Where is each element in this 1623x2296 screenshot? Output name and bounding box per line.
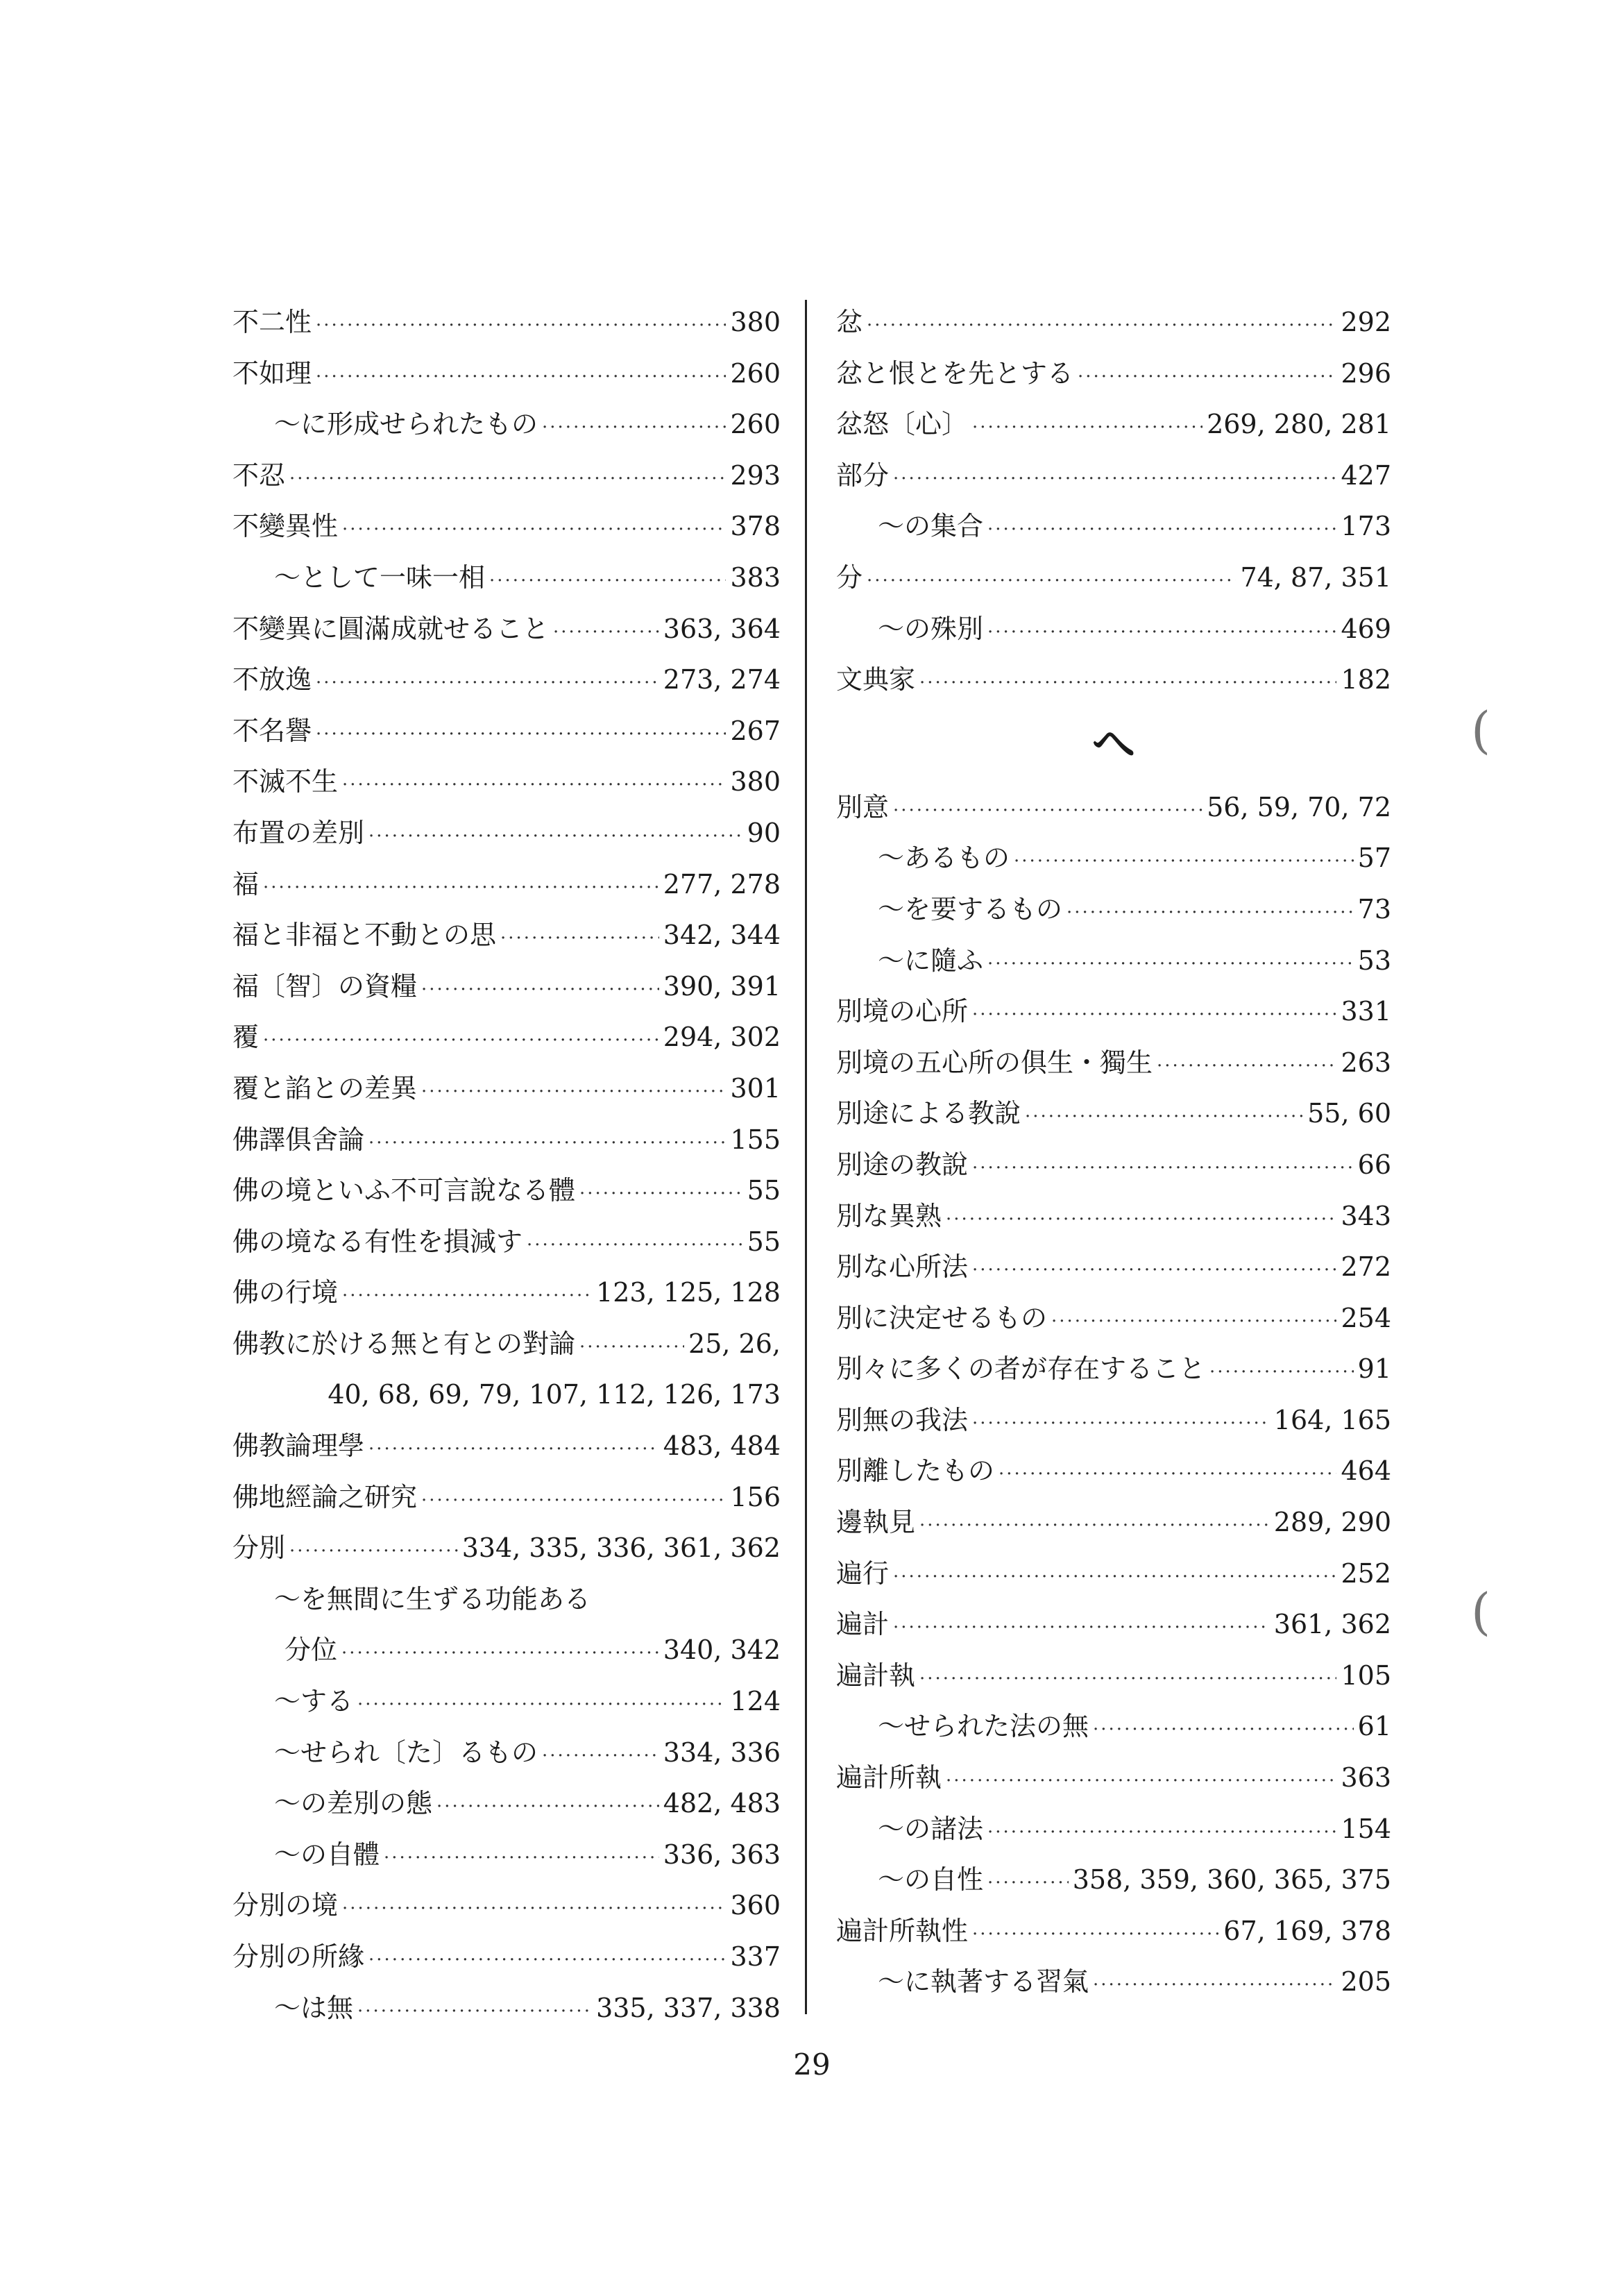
leader-dots <box>946 1195 1336 1246</box>
entry-term: 〜に執著する習氣 <box>878 1966 1089 1998</box>
entry-page-refs: 296 <box>1341 357 1391 389</box>
entry-page-refs: 277, 278 <box>663 868 781 900</box>
entry-term: 別無の我法 <box>836 1404 969 1435</box>
entry-term: 福〔智〕の資糧 <box>232 970 418 1002</box>
entry-term: 福 <box>232 868 260 900</box>
left-index-column <box>232 297 781 2034</box>
leader-dots <box>972 990 1336 1041</box>
leader-dots <box>893 1603 1270 1654</box>
entry-page-refs: 205 <box>1341 1966 1391 1998</box>
index-subentry <box>836 1957 1391 2008</box>
entry-page-refs: 73 <box>1357 893 1391 925</box>
entry-term: 覆 <box>232 1022 260 1053</box>
leader-dots <box>972 403 1203 454</box>
entry-page-refs: 482, 483 <box>663 1788 781 1819</box>
entry-page-refs: 301 <box>730 1072 781 1104</box>
leader-dots <box>867 301 1336 352</box>
entry-term: 不如理 <box>232 357 312 389</box>
index-entry <box>232 706 781 757</box>
leader-dots <box>1051 1297 1336 1348</box>
entry-term: 佛の境なる有性を損減す <box>232 1226 523 1257</box>
index-entry <box>836 348 1391 400</box>
entry-term: 別々に多くの者が存在すること <box>836 1353 1206 1385</box>
index-entry <box>836 1088 1391 1140</box>
entry-term: 〜を無間に生ずる功能ある <box>274 1583 591 1614</box>
leader-dots <box>972 1245 1336 1297</box>
entry-page-refs: 154 <box>1341 1813 1391 1844</box>
entry-term: 分 <box>836 562 863 593</box>
entry-page-refs: 294, 302 <box>663 1022 781 1053</box>
leader-dots <box>553 607 659 659</box>
entry-page-refs: 380 <box>730 766 781 797</box>
leader-dots <box>421 1476 726 1527</box>
leader-dots <box>893 786 1203 837</box>
entry-term: 佛地經論之研究 <box>232 1481 418 1512</box>
leader-dots <box>972 1143 1354 1195</box>
entry-term: 〜あるもの <box>878 843 1010 874</box>
index-entry <box>836 1242 1391 1293</box>
leader-dots <box>263 1015 659 1067</box>
entry-page-refs: 90 <box>747 817 781 848</box>
leader-dots <box>316 709 726 761</box>
entry-page-refs: 337 <box>730 1941 781 1972</box>
leader-dots <box>987 607 1336 659</box>
entry-page-refs: 123, 125, 128 <box>596 1277 781 1308</box>
entry-page-refs: 378 <box>730 511 781 542</box>
index-entry <box>232 348 781 400</box>
index-subentry <box>836 884 1391 936</box>
entry-term: 分別の所緣 <box>232 1941 365 1972</box>
leader-dots <box>357 1680 726 1731</box>
leader-dots <box>987 1858 1069 1909</box>
entry-page-refs: 252 <box>1341 1558 1391 1589</box>
leader-dots <box>1078 352 1336 403</box>
index-subentry <box>232 1625 781 1676</box>
entry-page-refs: 155 <box>730 1124 781 1155</box>
entry-term: 〜を要するもの <box>878 893 1063 925</box>
entry-term: 別境の心所 <box>836 996 969 1027</box>
right-entries-bottom <box>836 782 1391 2008</box>
index-entry <box>836 1293 1391 1344</box>
entry-term: 忿怒〔心〕 <box>836 409 969 440</box>
entry-term: 忿 <box>836 307 863 337</box>
leader-dots <box>542 403 726 454</box>
entry-page-refs: 263 <box>1341 1047 1391 1078</box>
margin-mark: ( <box>1471 701 1491 759</box>
leader-dots <box>500 913 659 965</box>
leader-dots <box>972 1909 1219 1961</box>
entry-page-refs: 273, 274 <box>663 664 781 695</box>
index-entry <box>232 1523 781 1574</box>
index-subentry <box>836 833 1391 884</box>
leader-dots <box>987 939 1354 990</box>
entry-term: 遍計執 <box>836 1660 916 1691</box>
entry-page-refs: 361, 362 <box>1273 1609 1391 1640</box>
leader-dots <box>342 1884 726 1935</box>
leader-dots <box>1209 1347 1354 1399</box>
leader-dots <box>316 301 726 352</box>
entry-term: 別途による教說 <box>836 1098 1021 1129</box>
index-entry <box>836 986 1391 1038</box>
index-entry <box>232 1012 781 1063</box>
leader-dots <box>919 1501 1270 1552</box>
leader-dots <box>1067 888 1354 939</box>
leader-dots <box>542 1731 659 1782</box>
index-entry <box>232 1165 781 1217</box>
index-entry <box>232 604 781 655</box>
entry-term: 分位 <box>284 1635 338 1666</box>
leader-dots <box>357 1986 592 2038</box>
margin-mark: ( <box>1471 1582 1491 1641</box>
entry-page-refs: 380 <box>730 307 781 337</box>
leader-dots <box>342 1271 592 1322</box>
leader-dots <box>1093 1960 1336 2011</box>
index-subentry <box>232 1574 781 1626</box>
leader-dots <box>368 811 743 863</box>
leader-dots <box>1025 1092 1303 1143</box>
entry-term: 別な心所法 <box>836 1251 969 1283</box>
entry-page-refs: 53 <box>1357 945 1391 976</box>
entry-page-refs: 74, 87, 351 <box>1240 562 1391 593</box>
entry-term: 遍行 <box>836 1558 890 1589</box>
entry-page-refs: 363 <box>1341 1762 1391 1793</box>
index-entry <box>232 1880 781 1932</box>
entry-page-refs: 182 <box>1341 664 1391 695</box>
index-entry <box>836 1753 1391 1804</box>
right-index-column <box>836 297 1391 2008</box>
entry-term: 別な異熟 <box>836 1200 942 1231</box>
entry-term: 遍計 <box>836 1609 890 1640</box>
entry-term: 〜せられ〔た〕るもの <box>274 1737 538 1768</box>
leader-dots <box>368 1935 726 1986</box>
index-entry <box>232 1115 781 1166</box>
entry-page-refs: 173 <box>1341 511 1391 542</box>
entry-term: 別境の五心所の俱生・獨生 <box>836 1047 1153 1078</box>
entry-term: 〜に隨ふ <box>878 945 984 976</box>
leader-dots <box>263 863 659 914</box>
entry-page-refs: 358, 359, 360, 365, 375 <box>1072 1864 1391 1896</box>
index-subentry <box>232 552 781 604</box>
leader-dots <box>999 1449 1336 1501</box>
leader-dots <box>368 1118 726 1170</box>
entry-page-refs: 343 <box>1341 1200 1391 1231</box>
index-entry <box>232 1063 781 1115</box>
column-divider <box>805 300 807 2014</box>
index-subentry <box>232 399 781 450</box>
entry-term: 不名譽 <box>232 715 312 746</box>
index-subentry <box>836 1855 1391 1906</box>
index-entry <box>232 1421 781 1472</box>
kana-section-heading: へ <box>1091 718 1135 769</box>
entry-page-refs: 334, 336 <box>663 1737 781 1768</box>
entry-term: 不忍 <box>232 459 286 491</box>
leader-dots <box>316 352 726 403</box>
index-entry <box>836 450 1391 502</box>
entry-page-refs: 334, 335, 336, 361, 362 <box>461 1533 781 1564</box>
leader-dots <box>972 1399 1270 1450</box>
index-entry <box>232 1932 781 1983</box>
entry-page-refs: 267 <box>730 715 781 746</box>
entry-term: 分別の境 <box>232 1890 339 1921</box>
entry-page-refs: 25, 26, <box>688 1328 781 1359</box>
entry-page-refs: 57 <box>1357 843 1391 874</box>
entry-page-refs: 124 <box>730 1686 781 1717</box>
entry-page-refs: 383 <box>730 562 781 593</box>
entry-term: 〜として一味一相 <box>274 562 486 593</box>
entry-page-refs: 260 <box>730 409 781 440</box>
index-entry <box>232 1472 781 1523</box>
leader-dots <box>527 1220 743 1272</box>
entry-page-refs: 293 <box>730 459 781 491</box>
index-entry <box>836 1446 1391 1497</box>
index-subentry <box>836 936 1391 987</box>
index-subentry <box>232 1369 781 1421</box>
index-subentry <box>836 1804 1391 1855</box>
entry-page-refs: 67, 169, 378 <box>1223 1915 1391 1946</box>
leader-dots <box>341 1628 659 1680</box>
index-subentry <box>836 501 1391 552</box>
index-entry <box>836 782 1391 834</box>
index-entry <box>836 1548 1391 1600</box>
entry-page-refs: 336, 363 <box>663 1839 781 1870</box>
entry-page-refs: 55 <box>747 1175 781 1206</box>
entry-term: 〜の殊別 <box>878 613 984 644</box>
right-entries-top <box>836 297 1391 706</box>
index-entry <box>232 1217 781 1268</box>
leader-dots <box>289 454 726 505</box>
leader-dots <box>436 1782 659 1833</box>
leader-dots <box>421 965 659 1016</box>
entry-page-refs: 254 <box>1341 1302 1391 1333</box>
leader-dots <box>579 1322 684 1374</box>
index-entry <box>836 1651 1391 1702</box>
leader-dots <box>1014 836 1354 888</box>
entry-page-refs: 105 <box>1341 1660 1391 1691</box>
index-entry <box>836 1497 1391 1548</box>
entry-page-refs: 292 <box>1341 307 1391 337</box>
entry-term: 遍計所執 <box>836 1762 942 1793</box>
entry-page-refs: 156 <box>730 1481 781 1512</box>
entry-term: 福と非福と不動との思 <box>232 920 497 951</box>
leader-dots <box>893 1552 1336 1603</box>
leader-dots <box>919 1654 1336 1705</box>
entry-term: 布置の差別 <box>232 817 365 848</box>
entry-term: 覆と諂との差異 <box>232 1072 418 1104</box>
entry-term: 分別 <box>232 1533 286 1564</box>
entry-term: 別意 <box>836 791 890 822</box>
entry-page-refs: 427 <box>1341 459 1391 491</box>
entry-page-refs: 61 <box>1357 1711 1391 1742</box>
index-entry <box>836 399 1391 450</box>
index-entry <box>232 501 781 552</box>
index-entry <box>232 450 781 502</box>
index-subentry <box>836 1701 1391 1753</box>
leader-dots <box>368 1424 659 1476</box>
entry-term: 〜は無 <box>274 1992 354 2023</box>
entry-page-refs: 40, 68, 69, 79, 107, 112, 126, 173 <box>328 1379 781 1410</box>
entry-term: 〜せられた法の無 <box>878 1711 1089 1742</box>
index-subentry <box>232 1676 781 1728</box>
leader-dots <box>289 1526 458 1578</box>
index-subentry <box>232 1728 781 1779</box>
entry-term: 別途の教說 <box>836 1149 969 1180</box>
index-entry <box>836 1906 1391 1957</box>
page-number: 29 <box>793 2048 831 2082</box>
leader-dots <box>489 556 726 607</box>
index-subentry <box>232 1830 781 1881</box>
index-entry <box>836 1191 1391 1242</box>
leader-dots <box>421 1067 726 1118</box>
entry-term: 不放逸 <box>232 664 312 695</box>
index-entry <box>836 1395 1391 1446</box>
index-entry <box>836 552 1391 604</box>
entry-page-refs: 272 <box>1341 1251 1391 1283</box>
index-entry <box>836 1599 1391 1651</box>
entry-term: 佛の境といふ不可言說なる體 <box>232 1175 576 1206</box>
entry-term: 〜の差別の態 <box>274 1788 433 1819</box>
index-entry <box>232 859 781 911</box>
index-entry <box>836 655 1391 706</box>
index-entry <box>232 655 781 706</box>
index-entry <box>232 757 781 808</box>
entry-page-refs: 360 <box>730 1890 781 1921</box>
index-entry <box>232 961 781 1013</box>
entry-term: 佛の行境 <box>232 1277 339 1308</box>
leader-dots <box>893 454 1336 505</box>
entry-term: 不變異性 <box>232 511 339 542</box>
entry-page-refs: 66 <box>1357 1149 1391 1180</box>
index-entry <box>836 297 1391 348</box>
entry-term: 忿と恨とを先とする <box>836 357 1074 389</box>
entry-page-refs: 331 <box>1341 996 1391 1027</box>
entry-term: 不滅不生 <box>232 766 339 797</box>
entry-page-refs: 56, 59, 70, 72 <box>1207 791 1391 822</box>
entry-term: 文典家 <box>836 664 916 695</box>
entry-term: 邊執見 <box>836 1507 916 1538</box>
entry-page-refs: 55, 60 <box>1307 1098 1391 1129</box>
entry-term: 不變異に圓滿成就せること <box>232 613 550 644</box>
entry-term: 〜に形成せられたもの <box>274 409 538 440</box>
index-subentry <box>232 1778 781 1830</box>
entry-term: 〜する <box>274 1686 354 1717</box>
leader-dots <box>919 658 1336 709</box>
entry-page-refs: 363, 364 <box>663 613 781 644</box>
entry-term: 佛教に於ける無と有との對論 <box>232 1328 576 1359</box>
leader-dots <box>579 1169 743 1220</box>
index-entry <box>232 297 781 348</box>
leader-dots <box>867 556 1236 607</box>
index-subentry <box>232 1983 781 2034</box>
entry-page-refs: 464 <box>1341 1455 1391 1487</box>
entry-term: 佛譯俱舍論 <box>232 1124 365 1155</box>
entry-term: 部分 <box>836 459 890 491</box>
index-entry <box>232 1267 781 1319</box>
entry-page-refs: 164, 165 <box>1273 1404 1391 1435</box>
entry-page-refs: 342, 344 <box>663 920 781 951</box>
entry-page-refs: 483, 484 <box>663 1430 781 1462</box>
leader-dots <box>342 760 726 811</box>
entry-term: 〜の自體 <box>274 1839 380 1870</box>
entry-page-refs: 260 <box>730 357 781 389</box>
entry-page-refs: 469 <box>1341 613 1391 644</box>
entry-term: 別離したもの <box>836 1455 995 1487</box>
entry-page-refs: 335, 337, 338 <box>596 1992 781 2023</box>
leader-dots <box>946 1756 1336 1807</box>
leader-dots <box>384 1833 659 1884</box>
leader-dots <box>987 505 1336 556</box>
entry-page-refs: 55 <box>747 1226 781 1257</box>
entry-page-refs: 340, 342 <box>663 1635 781 1666</box>
index-entry <box>836 1038 1391 1089</box>
entry-term: 別に決定せるもの <box>836 1302 1048 1333</box>
entry-term: 〜の集合 <box>878 511 984 542</box>
entry-page-refs: 390, 391 <box>663 970 781 1002</box>
entry-term: 〜の自性 <box>878 1864 984 1896</box>
leader-dots <box>1093 1705 1354 1756</box>
entry-page-refs: 289, 290 <box>1273 1507 1391 1538</box>
entry-term: 不二性 <box>232 307 312 337</box>
index-entry <box>232 910 781 961</box>
entry-page-refs: 269, 280, 281 <box>1207 409 1391 440</box>
entry-term: 遍計所執性 <box>836 1915 969 1946</box>
entry-page-refs: 91 <box>1357 1353 1391 1385</box>
index-entry <box>836 1140 1391 1191</box>
leader-dots <box>316 658 659 709</box>
leader-dots <box>987 1807 1336 1859</box>
index-entry <box>836 1344 1391 1395</box>
index-entry <box>232 1319 781 1370</box>
leader-dots <box>1157 1041 1336 1092</box>
entry-term: 佛教論理學 <box>232 1430 365 1462</box>
index-entry <box>232 808 781 859</box>
entry-term: 〜の諸法 <box>878 1813 984 1844</box>
leader-dots <box>342 505 726 556</box>
index-subentry <box>836 604 1391 655</box>
